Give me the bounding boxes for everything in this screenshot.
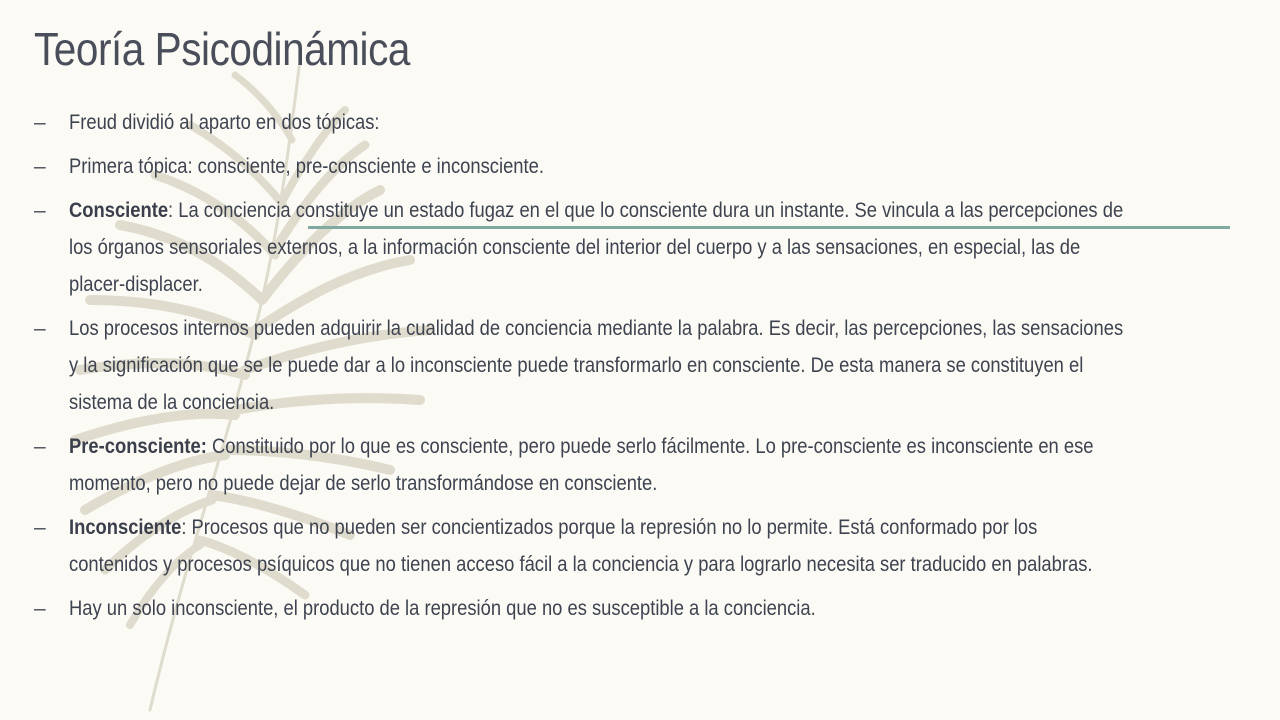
bullet-item: [34, 432, 1280, 502]
bullet-list: [34, 108, 1280, 638]
bullet-text: [69, 104, 1129, 141]
bullet-bold-term: Pre-consciente:: [69, 435, 207, 458]
bullet-dash: –: [34, 435, 46, 458]
bullet-dash: –: [34, 199, 46, 222]
bullet-item: [34, 108, 1280, 141]
bullet-text: [69, 590, 1129, 627]
bullet-dash: –: [34, 317, 46, 340]
bullet-body: Los procesos internos pueden adquirir la cualidad de conciencia mediante la palabra. Es decir, las percepciones, las sensaciones y la significación que se le puede dar a lo inconsciente puede transformarlo en consciente. De esta manera se constituyen el sistema de la conciencia.: [69, 317, 1124, 414]
slide-title: Teoría Psicodinámica: [34, 23, 410, 75]
bullet-dash: –: [34, 516, 46, 539]
bullet-body: Freud dividió al aparto en dos tópicas:: [69, 111, 380, 134]
bullet-dash: –: [34, 155, 46, 178]
bullet-text: [69, 148, 1129, 185]
bullet-bold-term: Consciente: [69, 199, 169, 222]
bullet-body: Hay un solo inconsciente, el producto de la represión que no es susceptible a la conciencia.: [69, 597, 816, 620]
bullet-dash: –: [34, 597, 46, 620]
bullet-item: [34, 513, 1280, 583]
bullet-text: [69, 192, 1129, 303]
bullet-body: Constituido por lo que es consciente, pero puede serlo fácilmente. Lo pre-consciente es inconsciente en ese momento, pero no puede dejar de serlo transformándose en consciente.: [69, 435, 1094, 495]
bullet-item: [34, 196, 1280, 303]
bullet-item: [34, 152, 1280, 185]
bullet-item: [34, 594, 1280, 627]
bullet-item: [34, 314, 1280, 421]
bullet-text: [69, 428, 1129, 502]
bullet-bold-term: Inconsciente: [69, 516, 182, 539]
bullet-dash: –: [34, 111, 46, 134]
bullet-body: Primera tópica: consciente, pre-consciente e inconsciente.: [69, 155, 544, 178]
bullet-body: : Procesos que no pueden ser concientizados porque la represión no lo permite. Está conformado por los contenidos y procesos psíquicos que no tienen acceso fácil a la conciencia y para lograrlo necesita ser traducido en palabras.: [69, 516, 1093, 576]
bullet-text: [69, 509, 1129, 583]
bullet-body: : La conciencia constituye un estado fugaz en el que lo consciente dura un instante. Se vincula a las percepciones de los órganos sensoriales externos, a la información consciente del interior del cuerpo y a las sensaciones, en especial, las de placer-displacer.: [69, 199, 1124, 296]
bullet-text: [69, 310, 1129, 421]
